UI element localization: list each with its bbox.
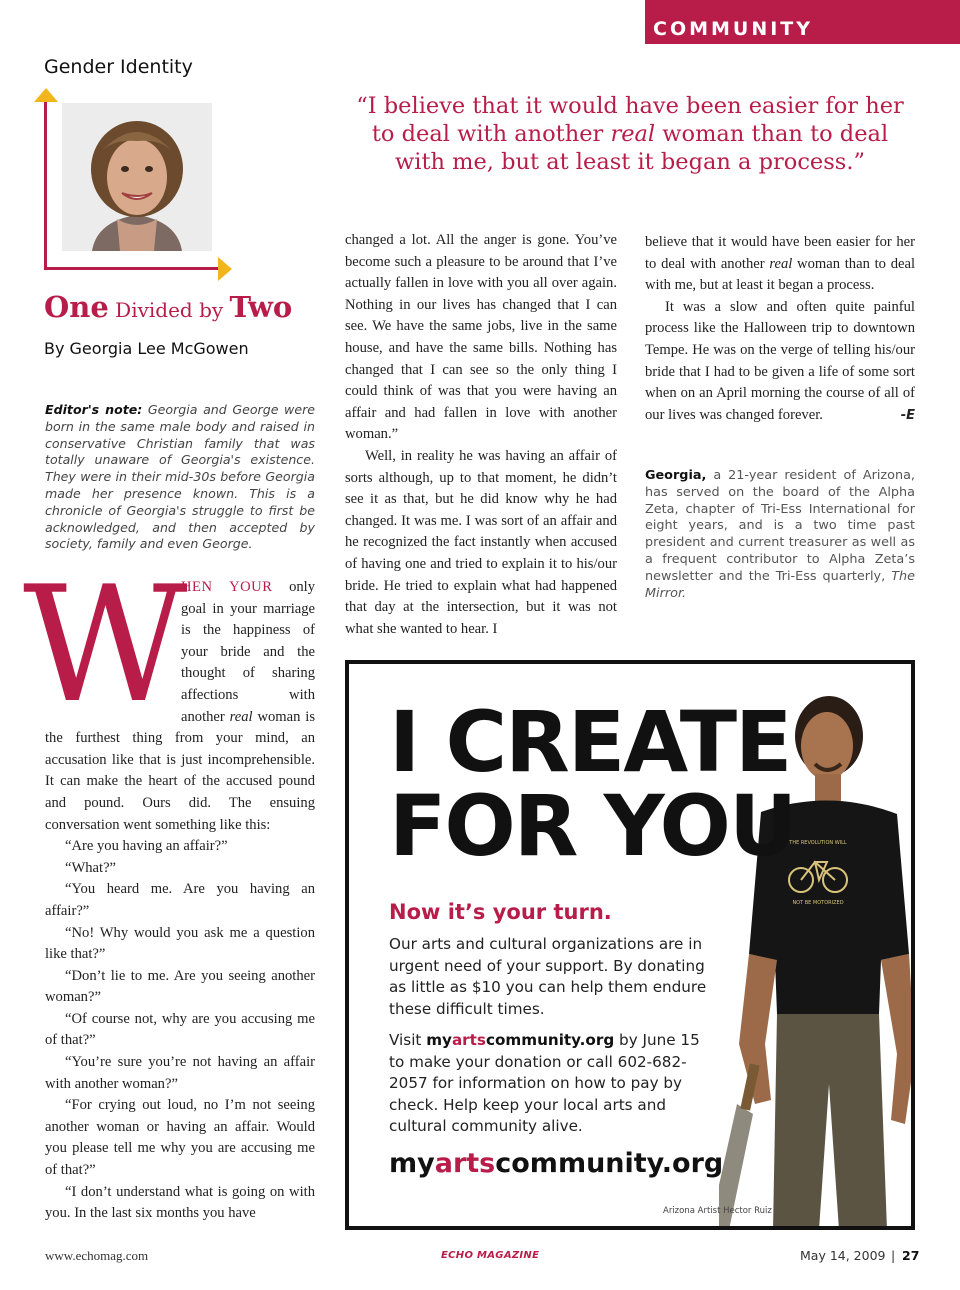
dialogue-line: “You’re sure you’re not having an affair with another woman?” bbox=[45, 1054, 315, 1092]
column1-p1-em: real bbox=[229, 708, 253, 725]
kicker: Gender Identity bbox=[44, 56, 193, 78]
column3-paragraph-2 bbox=[645, 297, 915, 427]
ad-headline-line-2: FOR YOU bbox=[389, 777, 796, 875]
photo-frame-vertical bbox=[44, 96, 47, 270]
body-column-1 bbox=[23, 551, 316, 1225]
title-part-one: One bbox=[44, 290, 109, 324]
footer-magazine-name: ECHO MAGAZINE bbox=[441, 1250, 540, 1261]
lead-caps: HEN YOUR bbox=[181, 579, 273, 595]
editor-note bbox=[45, 402, 315, 553]
dialogue-line: “You heard me. Are you having an affair?” bbox=[45, 881, 315, 919]
column1-p1-b: woman is the furthest thing from your mind, an accusation like that is just incomprehensible. It can make the heart of the accused pound and pound. Ours did. The ensuing conversation went something like this: bbox=[45, 708, 315, 833]
ad-body-rest: by June 15 to make your donation or call 602-682-2057 for information on how to pay by check. Help keep your local arts and cultural community alive. bbox=[389, 1031, 700, 1135]
dialogue-line: “What?” bbox=[65, 859, 117, 876]
pull-quote-emphasis: real bbox=[610, 121, 656, 147]
arrow-right-icon bbox=[218, 257, 232, 281]
editor-note-label: Editor's note: bbox=[45, 402, 143, 417]
pull-quote-after: woman than to deal with me, but at least it began a process.” bbox=[395, 121, 889, 175]
author-photo bbox=[62, 103, 212, 251]
section-tab: COMMUNITY bbox=[645, 0, 960, 44]
advertisement bbox=[345, 660, 915, 1230]
title-part-three: Two bbox=[229, 290, 293, 324]
dialogue-line: “For crying out loud, no I’m not seeing another woman or having an affair. Would you please tell me why you are accusing me of that?” bbox=[45, 1097, 315, 1179]
pull-quote bbox=[350, 92, 910, 176]
dialogue-line: “I don’t understand what is going on with you. In the last six months you have bbox=[45, 1183, 315, 1222]
bio-text: a 21-year resident of Arizona, has served on the board of the Alpha Zeta, chapter of Tri-Ess International for eight years, and is a two time past president and current treasurer as well as a frequent contributor to Alpha Zeta’s newsletter and the Tri-Ess quarterly, bbox=[645, 468, 915, 584]
drop-cap: W bbox=[23, 551, 188, 738]
ad-subhead: Now it’s your turn. bbox=[389, 900, 612, 924]
article-title bbox=[44, 290, 292, 324]
column1-p1-a: only goal in your marriage is the happiness of your bride and the thought of sharing affections with another bbox=[181, 579, 316, 725]
ad-photo-credit: Arizona Artist Hector Ruiz bbox=[663, 1206, 772, 1216]
dialogue-line: “Of course not, why are you accusing me of that?” bbox=[45, 1010, 315, 1049]
editor-note-text: Georgia and George were born in the same male body and raised in conservative Christian family that was totally unaware of Georgia's existence. They were in their mid-30s before Georgia made her presence known. This is a chronicle of Georgia's struggle to first be acknowledged, and then accepted by society, family and even George. bbox=[45, 402, 315, 552]
page-number: 27 bbox=[902, 1248, 920, 1263]
ad-headline bbox=[389, 693, 796, 875]
ad-body bbox=[389, 934, 709, 1148]
footer-date: May 14, 2009 bbox=[800, 1248, 886, 1263]
column3-p1-a: believe that it would have been easier for her to deal with another bbox=[645, 234, 915, 272]
shirt-text-top: THE REVOLUTION WILL bbox=[789, 840, 847, 846]
ad-body-visit: Visit bbox=[389, 1031, 427, 1049]
column1-paragraph-1 bbox=[23, 551, 316, 836]
shirt-text-bottom: NOT BE MOTORIZED bbox=[792, 900, 844, 906]
body-column-3 bbox=[645, 232, 915, 426]
ad-inline-url[interactable]: myartscommunity.org bbox=[426, 1031, 615, 1049]
column3-p1-em: real bbox=[769, 255, 793, 272]
ad-body-paragraph-1: Our arts and cultural organizations are in urgent need of your support. By donating as little as $10 you can help them endure these difficult times. bbox=[389, 935, 707, 1018]
column2-paragraph-1: changed a lot. All the anger is gone. You’ve become such a pleasure to be around that I’ve actually fallen in love with you all over again. Nothing in our lives has changed that I can see. We have the same jobs, live in the same house, and have the same bills. Nothing has changed that I can see so the only thing I could think of was that you were having an affair and had fallen in love with another woman.” bbox=[345, 232, 617, 443]
bio-publication: The Mirror. bbox=[645, 568, 915, 601]
column3-p2-text: It was a slow and often quite painful process like the Halloween trip to downtown Tempe. He was on the verge of telling his/our bride that I had to be given a life of some sort when on an April morning the course of all of our lives was changed forever. bbox=[645, 298, 915, 423]
photo-frame-horizontal bbox=[44, 267, 220, 270]
footer-website-link[interactable]: www.echomag.com bbox=[45, 1248, 149, 1263]
signature: -E bbox=[900, 407, 915, 423]
author-bio bbox=[645, 468, 915, 602]
footer-separator: | bbox=[891, 1248, 896, 1263]
ad-headline-line-1: I CREATE bbox=[389, 693, 791, 791]
dialogue-line: “Are you having an affair?” bbox=[65, 838, 228, 855]
dialogue-line: “Don’t lie to me. Are you seeing another woman?” bbox=[45, 967, 315, 1006]
pull-quote-before: “I believe that it would have been easier for her to deal with another bbox=[356, 93, 904, 147]
arrow-up-icon bbox=[34, 88, 58, 102]
column3-p1-b: woman than to deal with me, but at least it began a process. bbox=[645, 255, 915, 294]
dialogue-line: “No! Why would you ask me a question like that?” bbox=[45, 924, 315, 963]
column3-paragraph-1 bbox=[645, 232, 915, 297]
byline: By Georgia Lee McGowen bbox=[44, 339, 249, 358]
bio-name: Georgia, bbox=[645, 468, 707, 483]
ad-website-link[interactable]: myartscommunity.org bbox=[389, 1148, 724, 1179]
ad-body-paragraph-2 bbox=[389, 1030, 709, 1138]
column2-paragraph-2: Well, in reality he was having an affair of sorts although, up to that moment, he didn’t see it as that, but he did know why he had changed. It was me. I was sort of an affair and he recognized the fact instantly when accused of having one and tried to explain it to his/our bride. He tried to explain what had happened that day at the intersection, but it was not what she wanted to hear. I bbox=[345, 447, 617, 637]
body-column-2 bbox=[345, 230, 617, 640]
title-part-two: Divided by bbox=[108, 298, 230, 322]
